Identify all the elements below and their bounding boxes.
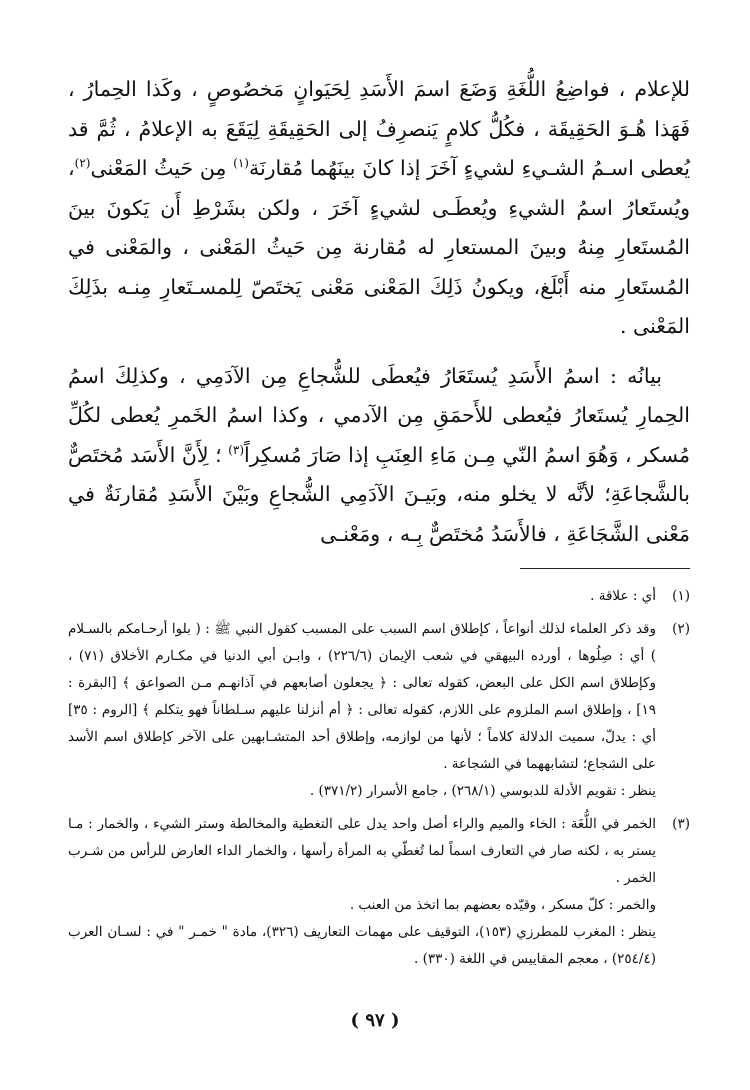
footnote-ref-2: (٢) bbox=[74, 156, 91, 171]
paragraph-1-text-b: مِن حَيثُ المَعْنى bbox=[90, 156, 234, 180]
footnote-body bbox=[68, 583, 656, 610]
footnote-text: أي : علاقة . bbox=[590, 588, 656, 604]
paragraph-1-text-c: ، ويُستَعارُ اسمُ الشيءِ ويُعطَـى لشيءٍ آخَرَ ، ولكن بشَرْطِ أَن يَكونَ بينَ المُستَعارِ مِنهُ وبينَ المستعارِ له مُقارنة مِن حَيثُ المَعْنى ، والمَعْنى في المُستَعارِ منه أَبْلَغ، ويكونُ ذَلِكَ المَعْنى مَعْنى يَختَصّ لِلمسـتَعارِ مِنـه بذَلِكَ المَعْنى . bbox=[68, 156, 690, 338]
footnote-text: والخمر : كلّ مسكر ، وقيّده بعضهم بما اتخذ من العنب . bbox=[349, 897, 656, 913]
footnote-1 bbox=[68, 583, 690, 610]
footnote-ref-1: (١) bbox=[233, 156, 249, 171]
footnote-3 bbox=[68, 811, 690, 973]
footnote-reference: ينظر : تقويم الأدلة للدبوسي (٢٦٨/١) ، جامع الأسرار (٣٧١/٢) . bbox=[309, 783, 656, 799]
footnote-reference: ينظر : المغرب للمطرزي (١٥٣)، التوقيف على مهمات التعاريف (٣٢٦)، مادة " خمـر " في : لسـان العرب (٢٥٤/٤) ، معجم المقاييس في اللغة (٣٣٠) . bbox=[68, 924, 657, 967]
paragraph-2-text-a: بيانُه : اسمُ الأَسَدِ يُستَعَارُ فيُعطَى للشُّجاعِ مِن الآدَمِي ، وكذلِكَ اسمُ الحِمارِ يُستَعارُ فيُعطى للأَحمَقِ مِن الآدمي ، وكذا اسمُ الخَمرِ يُعطى لكُلِّ مُسكر ، وَهُوَ اسمُ النّي مِـن مَاءِ العِنَبِ إذا صَارَ مُسكِراً bbox=[68, 363, 690, 467]
footnote-number: (٢) bbox=[672, 621, 690, 637]
footnote-number: (٣) bbox=[672, 816, 690, 832]
footnote-text: الخمر في اللُّغَة : الخاء والميم والراء أصل واحد يدل على التغطية والمخالطة وستر الشيء ، والخمار : مـا يستر به ، لكنه صار في التعارف اسماً لما تُغطّي به المرأة رأسها ، والخمار الداء العارض للرأس من شـرب الخمر . bbox=[68, 816, 656, 886]
footnote-text: وقد ذكر العلماء لذلك أنواعاً ، كإطلاق اسم السبب على المسبب كقول النبي ﷺ : ( بلوا أرحـامكم بالسـلام ) أي : صِلُوها ، أورده البيهقي في شعب الإيمان (٢٢٦/٦) ، وابـن أبي الدنيا في مكـارم الأخلاق (٧١) ، وكإطلاق اسم الكل على البعض، كقوله تعالى : ﴿ يجعلون أصابعهم في آذانهـم مـن الصواعق ﴾ [البقرة : ١٩] ، وإطلاق اسم الملزوم على اللازم، كقوله تعالى : ﴿ أم أنزلنا عليهم سـلطاناً فهو يتكلم ﴾ [الروم : ٣٥] أي : يدلّ، سميت الدلالة كلاماً ؛ لأنها من لوازمه، وإطلاق أحد المتشـابهين على الآخر كإطلاق اسم الأسد على الشجاع؛ لتشابههما في الشجاعة . bbox=[68, 621, 656, 772]
main-paragraph-1 bbox=[68, 70, 690, 347]
book-page bbox=[68, 70, 690, 973]
main-text bbox=[68, 70, 690, 554]
footnote-body bbox=[68, 811, 656, 973]
page-number: ( ٩٧ ) bbox=[350, 1010, 400, 1031]
footnotes bbox=[68, 583, 690, 973]
footnote-body bbox=[68, 616, 656, 805]
footnote-ref-3: (٣) bbox=[228, 442, 244, 457]
paragraph-1-text-a: للإعلام ، فواضِعُ اللُّغَةِ وَضَعَ اسمَ الأَسَدِ لِحَيَوانٍ مَخصُوصٍ ، وكَذا الحِمارُ ، فَهَذا هُـوَ الحَقِيقَة ، فكُلُّ كلامٍ يَنصرِفُ إلى الحَقِيقَةِ لِيَقَعَ به الإعلامُ ، ثُمَّ قد يُعطى اسـمُ الشـيءِ لشيءٍ آخَرَ إذا كانَ بينَهُما مُقارنَة bbox=[68, 77, 690, 180]
paragraph-2-text-b: ؛ لِأَنَّ الأَسَد مُختَصٌّ بالشَّجاعَةِ؛ لأنَّه لا يخلو منه، وبَيـنَ الآدَمِي الشُّجاعِ وبَيْنَ الأَسَدِ مُقارنَةٌ في مَعْنى الشَّجَاعَةِ ، فالأَسَدُ مُختَصٌّ بِـه ، ومَعْنـى bbox=[68, 442, 690, 546]
footnote-number: (١) bbox=[672, 588, 690, 604]
footnote-2 bbox=[68, 616, 690, 805]
footnote-divider bbox=[520, 568, 690, 569]
main-paragraph-2 bbox=[68, 357, 690, 555]
